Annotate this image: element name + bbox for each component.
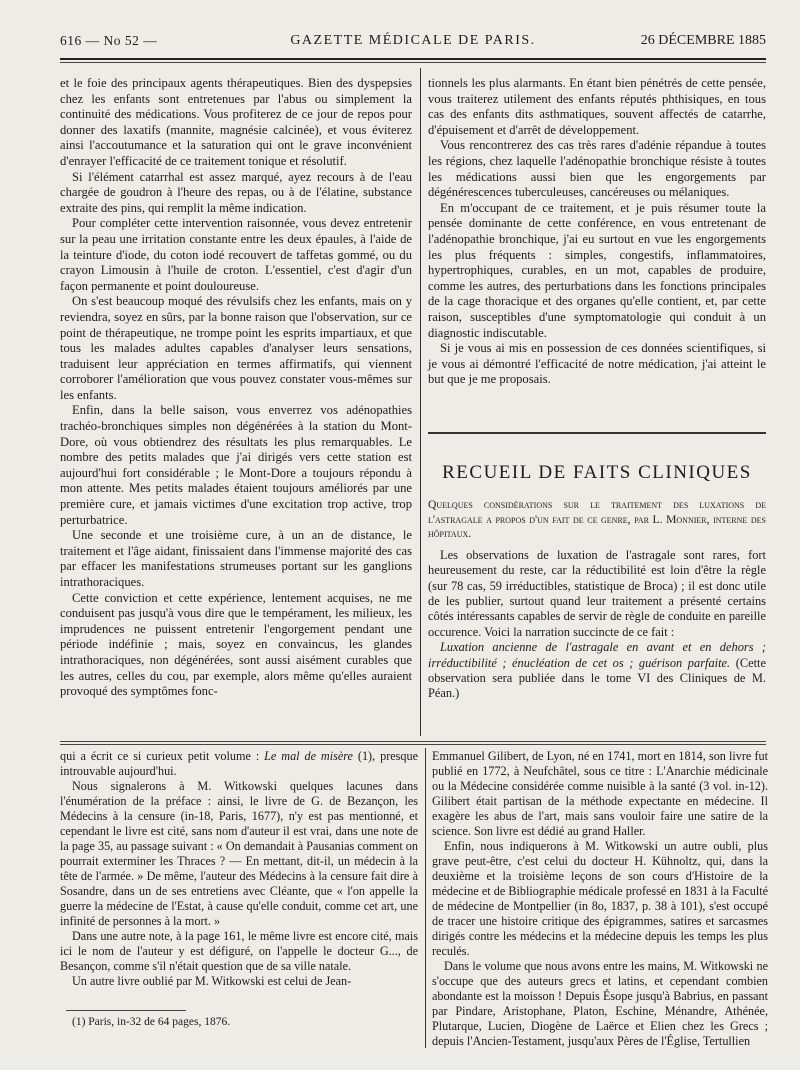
paragraph: On s'est beaucoup moqué des révulsifs chez les enfants, mais on y reviendra, soyez en sûrs, par la bonne raison que l'observation, sur ce point de thérapeutique, ne trompe point les esprits impartiaux, et que tous les malades adultes capables d'analyser leurs sensations, traduisent leur appréciation en termes affirmatifs, qui viennent corroborer l'amélioration que vous pouvez constater vous-mêmes sur les enfants. — [60, 294, 412, 402]
paragraph — [60, 749, 418, 779]
paragraph: Emmanuel Gilibert, de Lyon, né en 1741, mort en 1814, son livre fut publié en 1772, à Neufchâtel, sous ce titre : L'Anarchie médicinale ou la Médecine considérée comme nuisible à la santé (3 vol. in-12). Gilibert était partisan de la méthode expectante en médecine. Il exagère les abus de l'art, mais sans vouloir faire une satire de la science. Son livre est dédié au grand Haller. — [432, 749, 768, 838]
paragraph: Si l'élément catarrhal est assez marqué, ayez recours à de l'eau chargée de goudron à l'heure des repas, ou à de l'élatine, substance extraite des pins, qui remplit la même indication. — [60, 169, 412, 215]
clinical-article — [428, 498, 766, 702]
paragraph: Dans le volume que nous avons entre les mains, M. Witkowski ne s'occupe que des auteurs grecs et latins, et cependant combien abondante est la moisson ! Depuis Ésope jusqu'à Babrius, en passant par Pindare, Aristophane, Platon, Eschine, Ménandre, Athénée, Plutarque, Lucien, Diogène de Laërce et Elien chez les Grecs ; depuis l'Ancien-Testament, jusqu'aux Pères de l'Église, Tertullien — [432, 959, 768, 1048]
column-bottom-left — [60, 749, 418, 989]
paragraph: Enfin, dans la belle saison, vous enverrez vos adénopathies trachéo-bronchiques simples non dégénérées à la station du Mont-Dore, où vous obtiendrez des résultats les plus remarquables. Le nombre des petits malades que j'ai dirigés vers cette station est aujourd'hui fort considérable ; le Mont-Dore a toujours répondu à mon attente. Mes petits malades étaient toujours améliorés par une première cure, et jamais victimes d'une excitation trop active, trop perturbatrice. — [60, 403, 412, 527]
footnote: (1) Paris, in-32 de 64 pages, 1876. — [72, 1016, 231, 1028]
column-bottom-right — [432, 749, 768, 1049]
paragraph: En m'occupant de ce traitement, et je puis résumer toute la pensée dominante de cette conférence, en vous entretenant de l'adénopathie bronchique, j'ai eu surtout en vue les engorgements les plus fréquents : simples, congestifs, inflammatoires, hypertrophiques, curables, en un mot, capables de produire, comme les autres, des perturbations dans les fonctions principales de la cage thoracique et des organes qu'elle contient, et, par cette raison, susceptibles d'une symptomatologie qui conduit à un diagnostic indiscutable. — [428, 200, 766, 340]
footnote-rule — [66, 1010, 186, 1011]
paragraph: Pour compléter cette intervention raisonnée, vous devez entretenir sur la peau une irritation constante entre les deux épaules, à l'aide de la teinture d'iode, du coton iodé recouvert de taffetas gommé, ou du crayon Limousin à l'huile de croton. L'essentiel, c'est d'agir d'un façon permanente et point douloureuse. — [60, 216, 412, 293]
column-top-right — [428, 76, 766, 388]
journal-title: GAZETTE MÉDICALE DE PARIS. — [290, 33, 536, 48]
issue-date: 26 DÉCEMBRE 1885 — [640, 33, 766, 48]
section-title: RECUEIL DE FAITS CLINIQUES — [442, 462, 752, 483]
paragraph: Si je vous ai mis en possession de ces données scientifiques, si je vous ai démontré l'efficacité de notre médication, j'ai atteint le but que je me proposais. — [428, 341, 766, 387]
summary-note: (Cette observation sera publiée dans le tome VI des Cliniques de M. Péan.) — [428, 655, 766, 701]
page-number: 616 — No 52 — — [60, 33, 158, 48]
paragraph: Les observations de luxation de l'astragale sont rares, fort heureusement du reste, car la réductibilité est loin d'être la règle (sur 78 cas, 59 irréductibles, statistique de Broca) ; il est donc utile de les publier, surtout quand leur traitement a présenté certains côtés intéressants capables de servir de règle de conduite en pareille occurence. Voici la narration succincte de ce fait : — [428, 547, 766, 639]
column-separator-bottom — [425, 748, 426, 1048]
summary-italic: Luxation ancienne de l'astragale en avant et en dehors ; irréductibilité ; énucléation de cet os ; guérison parfaite. — [428, 640, 766, 670]
paragraph: tionnels les plus alarmants. En étant bien pénétrés de cette pensée, vous traiterez utilement des enfants réputés phthisiques, en tous cas des enfants dits asthmatiques, souvent affectés de catarrhe, d'épuisement et d'arrêt de développement. — [428, 76, 766, 137]
feuilleton-rule — [60, 741, 766, 742]
paragraph: Dans une autre note, à la page 161, le même livre est encore cité, mais ici le nom de l'auteur y est défiguré, on l'appelle le docteur G..., de Besançon, comme s'il n'était question que de sa ville natale. — [60, 929, 418, 973]
paragraph: Vous rencontrerez des cas très rares d'adénie répandue à toutes les régions, chez laquelle l'adénopathie bronchique résiste à toutes les médications aussi bien que les engorgements par dégénérescences tuberculeuses, cancéreuses ou mélaniques. — [428, 138, 766, 200]
text-run: qui a écrit ce si curieux petit volume : — [60, 749, 265, 763]
book-title: Le mal de misère — [264, 749, 353, 763]
article-italic-summary — [428, 640, 766, 702]
paragraph: Un autre livre oublié par M. Witkowski est celui de Jean- — [72, 974, 352, 988]
feuilleton-rule-2 — [60, 744, 766, 745]
article-heading: Quelques considérations sur le traitement des luxations de l'astragale a propos d'un fait de ce genre, par L. Monnier, interne des hôpitaux. — [428, 498, 766, 541]
paragraph: Enfin, nous indiquerons à M. Witkowski un autre oubli, plus grave peut-être, c'est celui du docteur H. Kühnoltz, qui, dans la deuxième et la troisième leçons de son cours d'Histoire de la médecine et de Bibliographie médicale professé en 1831 à la Faculté de médecine de Montpellier (in 8o, 1837, p. 38 à 101), s'est occupé de tracer une histoire critique des épigrammes, satires et sarcasmes dirigés contre les médecins et la médecine depuis les temps les plus reculés. — [432, 839, 768, 958]
column-top-left — [60, 76, 412, 700]
text-run: (1), presque introuvable aujourd'hui. — [60, 749, 418, 778]
header-rule — [60, 58, 766, 60]
paragraph: Cette conviction et cette expérience, lentement acquises, ne me conduisent pas jusqu'à vous dire que le tempérament, les milieux, les imprudences ne puissent entretenir l'engorgement pendant une période indéfinie ; mais, soyez en convaincus, les glandes intrathoraciques, non dégénérées, sont aussi aisément curables que les autres, celles du cou, par exemple, alors même qu'elles auraient provoqué des symptômes fonc- — [60, 590, 412, 699]
paragraph: Nous signalerons à M. Witkowski quelques lacunes dans l'énumération de la préface : ainsi, le livre de G. de Bezançon, les Médecins à la censure (in-18, Paris, 1677), n'y est pas mentionné, et cependant le livre est cité, sans nom d'auteur il est vrai, dans une note de la page 35, au passage suivant : « On demandait à Pausanias comment on pourrait exterminer les Thraces ? — En mettant, dit-il, un médecin à la tête de l'armée. » De même, l'auteur des Médecins à la censure fait dire à Sosandre, dans un de ses entretiens avec Cléante, que « l'on appelle la guerre la médecine de l'Estat, à cause qu'elle conduit, comme cet art, une infinité de personnes à la mort. » — [60, 779, 418, 928]
page-header — [60, 30, 766, 54]
column-separator-top — [420, 68, 421, 736]
paragraph: et le foie des principaux agents thérapeutiques. Bien des dyspepsies chez les enfants sont entretenues par l'abus ou simplement la continuité des médications. Vous profiterez de ce jour de repos pour donner des laxatifs (mannite, magnésie calcinée), et vous éviterez ainsi l'accoutumance et la saturation qui ont le grave inconvénient d'enrayer l'efficacité de ce traitement tonique et résolutif. — [60, 76, 412, 168]
header-rule-thin — [60, 62, 766, 63]
section-divider — [428, 432, 766, 434]
paragraph: Une seconde et une troisième cure, à un an de distance, le traitement et l'âge aidant, finissaient dans l'immense majorité des cas par effacer les manifestations strumeuses portant sur les ganglions intrathoraciques. — [60, 528, 412, 589]
